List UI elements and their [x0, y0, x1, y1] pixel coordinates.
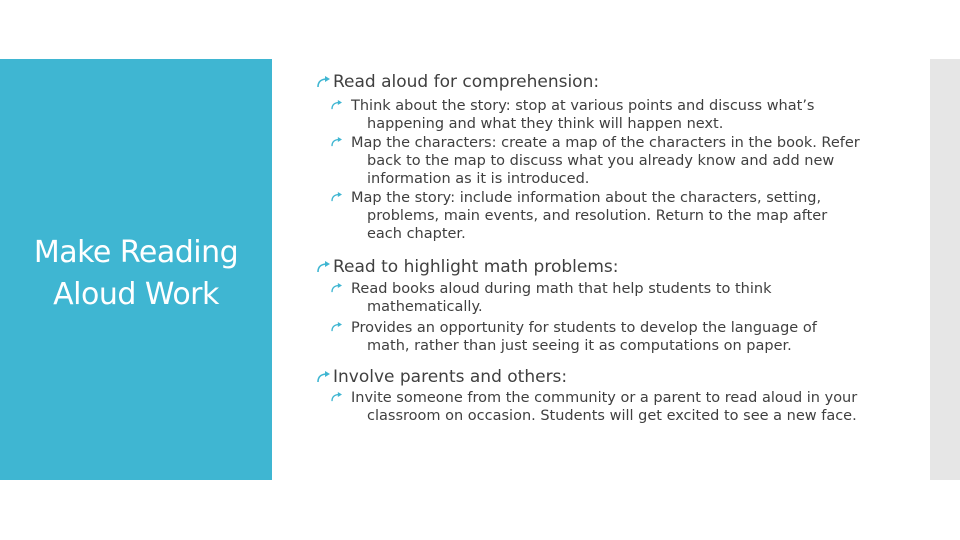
sub-bullet-2-2-text: Provides an opportunity for students to develop the language of math, rather than just seeing it as computations on paper.	[351, 320, 817, 354]
slide-title-line2: Aloud Work	[53, 277, 219, 312]
bullet-3-text: Involve parents and others:	[333, 367, 568, 387]
bullet-1-text: Read aloud for comprehension:	[333, 72, 600, 92]
sub-bullet-3-1-text: Invite someone from the community or a parent to read aloud in your classroom on occasion. Students will get excited to see a new face.	[351, 390, 858, 424]
sub-bullet-1-2-text: Map the characters: create a map of the characters in the book. Refer back to the map to discuss what you already know and add new information as it is introduced.	[351, 135, 860, 187]
curved-arrow-icon	[317, 258, 331, 277]
sub-bullet-1-3	[317, 189, 862, 243]
bullet-3	[317, 368, 567, 387]
sub-bullet-1-1	[317, 97, 862, 133]
sub-bullet-1-3-text: Map the story: include information about the characters, setting, problems, main events, and resolution. Return to the map after each chapter.	[351, 190, 828, 242]
sub-bullet-3-1	[317, 389, 862, 425]
sub-bullet-1-1-text: Think about the story: stop at various points and discuss what’s happening and what they think will happen next.	[351, 98, 815, 132]
sub-bullet-2-1-text: Read books aloud during math that help students to think mathematically.	[351, 281, 772, 315]
bullet-1	[317, 73, 599, 92]
sub-bullet-1-2	[317, 134, 862, 188]
curved-arrow-icon	[317, 368, 331, 387]
bullet-2	[317, 258, 618, 277]
sub-bullet-2-1	[317, 280, 862, 316]
sub-bullet-2-2	[317, 319, 862, 355]
right-edge-strip	[930, 59, 960, 480]
slide-title-line1: Make Reading	[33, 235, 239, 270]
curved-arrow-icon	[317, 73, 331, 92]
bullet-2-text: Read to highlight math problems:	[333, 257, 619, 277]
slide-title	[0, 232, 272, 316]
